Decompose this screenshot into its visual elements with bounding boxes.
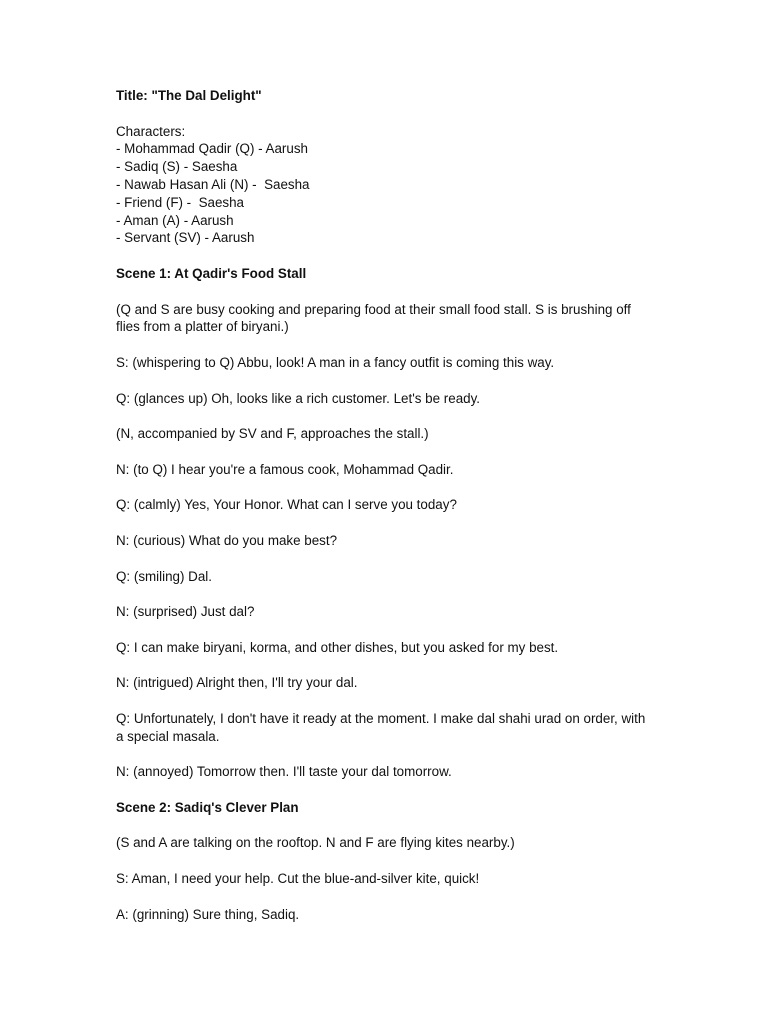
script-line: Q: (smiling) Dal. xyxy=(116,568,212,584)
spacer xyxy=(116,247,656,265)
spacer xyxy=(116,514,656,532)
spacer xyxy=(116,105,656,123)
script-line: A: (grinning) Sure thing, Sadiq. xyxy=(116,906,300,922)
script-line: N: (to Q) I hear you're a famous cook, Mohammad Qadir. xyxy=(116,461,454,477)
characters-heading: Characters: xyxy=(116,123,186,139)
character-item: - Mohammad Qadir (Q) - Aarush xyxy=(116,141,308,157)
spacer xyxy=(116,372,656,390)
spacer xyxy=(116,336,656,354)
character-item: - Servant (SV) - Aarush xyxy=(116,230,255,246)
script-line: N: (annoyed) Tomorrow then. I'll taste your dal tomorrow. xyxy=(116,764,452,780)
document-title: Title: "The Dal Delight" xyxy=(116,88,262,103)
spacer xyxy=(116,283,656,301)
script-line: (Q and S are busy cooking and preparing food at their small food stall. S is brushing off flies from a platter of biryani.) xyxy=(116,301,635,335)
scene-heading: Scene 2: Sadiq's Clever Plan xyxy=(116,799,299,815)
spacer xyxy=(116,745,656,763)
script-line: S: (whispering to Q) Abbu, look! A man in a fancy outfit is coming this way. xyxy=(116,354,555,370)
character-item: - Aman (A) - Aarush xyxy=(116,212,234,228)
spacer xyxy=(116,781,656,799)
spacer xyxy=(116,692,656,710)
character-item: - Sadiq (S) - Saesha xyxy=(116,159,238,175)
spacer xyxy=(116,407,656,425)
script-line: N: (intrigued) Alright then, I'll try your dal. xyxy=(116,675,358,691)
scene-heading: Scene 1: At Qadir's Food Stall xyxy=(116,265,307,281)
spacer xyxy=(116,888,656,906)
character-item: - Nawab Hasan Ali (N) - Saesha xyxy=(116,176,310,192)
spacer xyxy=(116,479,656,497)
script-line: (S and A are talking on the rooftop. N and F are flying kites nearby.) xyxy=(116,835,515,851)
spacer xyxy=(116,585,656,603)
spacer xyxy=(116,621,656,639)
script-line: Q: (calmly) Yes, Your Honor. What can I serve you today? xyxy=(116,497,457,513)
spacer xyxy=(116,550,656,568)
script-line: Q: Unfortunately, I don't have it ready at the moment. I make dal shahi urad on order, with a special masala. xyxy=(116,710,650,744)
spacer xyxy=(116,852,656,870)
script-line: (N, accompanied by SV and F, approaches the stall.) xyxy=(116,426,429,442)
spacer xyxy=(116,657,656,675)
spacer xyxy=(116,817,656,835)
script-line: Q: I can make biryani, korma, and other dishes, but you asked for my best. xyxy=(116,639,559,655)
character-item: - Friend (F) - Saesha xyxy=(116,194,244,210)
script-line: N: (surprised) Just dal? xyxy=(116,604,255,620)
spacer xyxy=(116,443,656,461)
script-line: Q: (glances up) Oh, looks like a rich customer. Let's be ready. xyxy=(116,390,481,406)
script-line: N: (curious) What do you make best? xyxy=(116,532,338,548)
script-line: S: Aman, I need your help. Cut the blue-and-silver kite, quick! xyxy=(116,871,480,887)
script-text xyxy=(116,87,656,923)
